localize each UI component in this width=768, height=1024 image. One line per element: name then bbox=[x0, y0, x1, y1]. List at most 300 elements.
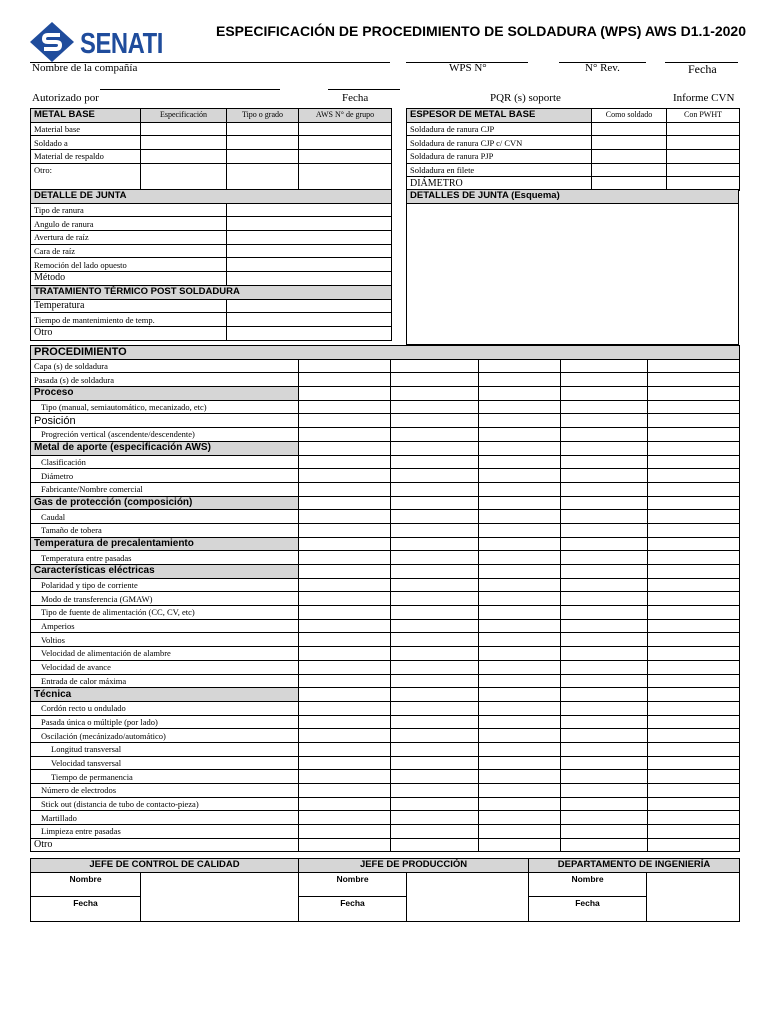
procedure-input-cell[interactable] bbox=[391, 551, 479, 565]
procedure-input-cell[interactable] bbox=[391, 688, 479, 702]
joint-row-label: Angulo de ranura bbox=[31, 217, 227, 231]
procedure-input-cell[interactable] bbox=[479, 784, 561, 798]
input-cell[interactable] bbox=[227, 217, 392, 231]
input-cell[interactable] bbox=[141, 136, 227, 150]
procedure-input-cell[interactable] bbox=[479, 592, 561, 606]
sig-engineering-header: DEPARTAMENTO DE INGENIERÍA bbox=[529, 859, 740, 873]
procedure-input-cell[interactable] bbox=[299, 715, 391, 729]
procedure-input-cell[interactable] bbox=[561, 701, 648, 715]
thickness-col-welded: Como soldado bbox=[592, 109, 667, 123]
procedure-row-label: Tipo de fuente de alimentación (CC, CV, etc) bbox=[31, 606, 299, 620]
input-cell[interactable] bbox=[227, 203, 392, 217]
procedure-input-cell[interactable] bbox=[648, 660, 740, 674]
input-cell[interactable] bbox=[227, 244, 392, 258]
procedure-input-cell[interactable] bbox=[479, 578, 561, 592]
sig-production-header: JEFE DE PRODUCCIÓN bbox=[299, 859, 529, 873]
logo-text: SENATI bbox=[80, 28, 163, 60]
input-cell[interactable] bbox=[227, 231, 392, 245]
procedure-input-cell[interactable] bbox=[561, 441, 648, 455]
procedure-input-cell[interactable] bbox=[561, 523, 648, 537]
procedure-input-cell[interactable] bbox=[391, 387, 479, 401]
sig-quality-date-label: Fecha bbox=[31, 896, 141, 921]
procedure-input-cell[interactable] bbox=[561, 565, 648, 579]
procedure-row-label: Pasada única o múltiple (por lado) bbox=[31, 715, 299, 729]
input-cell[interactable] bbox=[299, 150, 392, 164]
input-cell[interactable] bbox=[592, 150, 667, 164]
procedure-input-cell[interactable] bbox=[391, 838, 479, 852]
procedure-input-cell[interactable] bbox=[479, 701, 561, 715]
input-cell[interactable] bbox=[592, 163, 667, 177]
procedure-input-cell[interactable] bbox=[391, 565, 479, 579]
procedure-input-cell[interactable] bbox=[648, 688, 740, 702]
procedure-row-label: Temperatura entre pasadas bbox=[31, 551, 299, 565]
procedure-row-label: Tamaño de tobera bbox=[31, 523, 299, 537]
procedure-input-cell[interactable] bbox=[391, 441, 479, 455]
procedure-input-cell[interactable] bbox=[391, 674, 479, 688]
procedure-input-cell[interactable] bbox=[479, 647, 561, 661]
procedure-input-cell[interactable] bbox=[648, 455, 740, 469]
base-metal-col-type: Tipo o grado bbox=[227, 109, 299, 123]
procedure-table bbox=[30, 345, 740, 852]
procedure-input-cell[interactable] bbox=[479, 742, 561, 756]
procedure-input-cell[interactable] bbox=[648, 838, 740, 852]
procedure-title: PROCEDIMIENTO bbox=[31, 346, 740, 360]
procedure-input-cell[interactable] bbox=[391, 428, 479, 442]
procedure-input-cell[interactable] bbox=[561, 715, 648, 729]
input-cell[interactable] bbox=[227, 313, 392, 327]
procedure-input-cell[interactable] bbox=[561, 770, 648, 784]
input-cell[interactable] bbox=[141, 163, 227, 189]
procedure-input-cell[interactable] bbox=[299, 469, 391, 483]
procedure-input-cell[interactable] bbox=[648, 537, 740, 551]
procedure-input-cell[interactable] bbox=[391, 797, 479, 811]
input-cell[interactable] bbox=[141, 122, 227, 136]
pqr-label: PQR (s) soporte bbox=[490, 92, 561, 104]
procedure-input-cell[interactable] bbox=[479, 619, 561, 633]
procedure-row-label: Voltios bbox=[31, 633, 299, 647]
procedure-input-cell[interactable] bbox=[299, 606, 391, 620]
procedure-input-cell[interactable] bbox=[479, 537, 561, 551]
procedure-row-label: Diámetro bbox=[31, 469, 299, 483]
thickness-row-label: Soldadura de ranura CJP c/ CVN bbox=[407, 136, 592, 150]
pwht-row-label: Otro bbox=[31, 326, 227, 340]
procedure-input-cell[interactable] bbox=[479, 428, 561, 442]
base-metal-row-label: Material de respaldo bbox=[31, 150, 141, 164]
procedure-input-cell[interactable] bbox=[648, 414, 740, 428]
input-cell[interactable] bbox=[227, 258, 392, 272]
procedure-input-cell[interactable] bbox=[391, 756, 479, 770]
procedure-input-cell[interactable] bbox=[479, 633, 561, 647]
procedure-input-cell[interactable] bbox=[648, 742, 740, 756]
procedure-input-cell[interactable] bbox=[648, 551, 740, 565]
procedure-input-cell[interactable] bbox=[561, 428, 648, 442]
base-metal-col-aws: AWS N° de grupo bbox=[299, 109, 392, 123]
thickness-row-label: Soldadura de ranura CJP bbox=[407, 122, 592, 136]
thickness-table bbox=[406, 108, 740, 191]
procedure-input-cell[interactable] bbox=[561, 688, 648, 702]
procedure-section-header: Gas de protección (composición) bbox=[31, 496, 299, 510]
input-cell[interactable] bbox=[227, 326, 392, 340]
input-cell[interactable] bbox=[667, 150, 740, 164]
procedure-input-cell[interactable] bbox=[299, 756, 391, 770]
procedure-input-cell[interactable] bbox=[391, 592, 479, 606]
input-cell[interactable] bbox=[227, 299, 392, 313]
procedure-input-cell[interactable] bbox=[648, 811, 740, 825]
sig-quality-header: JEFE DE CONTROL DE CALIDAD bbox=[31, 859, 299, 873]
procedure-input-cell[interactable] bbox=[299, 551, 391, 565]
procedure-input-cell[interactable] bbox=[479, 565, 561, 579]
procedure-input-cell[interactable] bbox=[561, 400, 648, 414]
procedure-input-cell[interactable] bbox=[391, 770, 479, 784]
procedure-input-cell[interactable] bbox=[479, 510, 561, 524]
procedure-input-cell[interactable] bbox=[391, 523, 479, 537]
procedure-input-cell[interactable] bbox=[648, 633, 740, 647]
procedure-input-cell[interactable] bbox=[648, 729, 740, 743]
procedure-input-cell[interactable] bbox=[299, 400, 391, 414]
procedure-input-cell[interactable] bbox=[299, 455, 391, 469]
procedure-input-cell[interactable] bbox=[561, 373, 648, 387]
procedure-input-cell[interactable] bbox=[299, 619, 391, 633]
procedure-input-cell[interactable] bbox=[648, 674, 740, 688]
sig-engineering-date-label: Fecha bbox=[529, 896, 647, 921]
procedure-input-cell[interactable] bbox=[648, 756, 740, 770]
procedure-input-cell[interactable] bbox=[561, 387, 648, 401]
procedure-input-cell[interactable] bbox=[648, 400, 740, 414]
procedure-input-cell[interactable] bbox=[391, 414, 479, 428]
procedure-input-cell[interactable] bbox=[299, 414, 391, 428]
procedure-input-cell[interactable] bbox=[391, 482, 479, 496]
input-cell[interactable] bbox=[299, 163, 392, 189]
procedure-row-label: Número de electrodos bbox=[31, 784, 299, 798]
procedure-input-cell[interactable] bbox=[391, 825, 479, 839]
page-title: ESPECIFICACIÓN DE PROCEDIMIENTO DE SOLDADURA (WPS) AWS D1.1-2020 bbox=[216, 23, 746, 39]
procedure-input-cell[interactable] bbox=[648, 359, 740, 373]
procedure-row-label: Velocidad tansversal bbox=[31, 756, 299, 770]
procedure-input-cell[interactable] bbox=[561, 551, 648, 565]
procedure-input-cell[interactable] bbox=[648, 715, 740, 729]
procedure-input-cell[interactable] bbox=[561, 359, 648, 373]
procedure-input-cell[interactable] bbox=[391, 742, 479, 756]
procedure-input-cell[interactable] bbox=[648, 606, 740, 620]
procedure-input-cell[interactable] bbox=[561, 537, 648, 551]
procedure-input-cell[interactable] bbox=[391, 359, 479, 373]
procedure-input-cell[interactable] bbox=[561, 811, 648, 825]
procedure-input-cell[interactable] bbox=[479, 523, 561, 537]
procedure-input-cell[interactable] bbox=[479, 688, 561, 702]
procedure-input-cell[interactable] bbox=[561, 578, 648, 592]
joint-detail-table bbox=[30, 189, 392, 341]
input-cell[interactable] bbox=[227, 136, 299, 150]
procedure-input-cell[interactable] bbox=[561, 838, 648, 852]
thickness-title: ESPESOR DE METAL BASE bbox=[407, 109, 592, 123]
procedure-input-cell[interactable] bbox=[479, 373, 561, 387]
procedure-input-cell[interactable] bbox=[479, 414, 561, 428]
procedure-row-label: Tiempo de permanencia bbox=[31, 770, 299, 784]
sig-production-signature[interactable] bbox=[407, 872, 529, 921]
procedure-input-cell[interactable] bbox=[479, 359, 561, 373]
procedure-row-label: Martillado bbox=[31, 811, 299, 825]
procedure-input-cell[interactable] bbox=[299, 428, 391, 442]
joint-row-label: Método bbox=[31, 272, 227, 286]
procedure-row-label: Velocidad de alimentación de alambre bbox=[31, 647, 299, 661]
procedure-input-cell[interactable] bbox=[561, 455, 648, 469]
procedure-row-label: Pasada (s) de soldadura bbox=[31, 373, 299, 387]
procedure-section-header: Técnica bbox=[31, 688, 299, 702]
procedure-input-cell[interactable] bbox=[391, 496, 479, 510]
procedure-row-label: Velocidad de avance bbox=[31, 660, 299, 674]
procedure-input-cell[interactable] bbox=[299, 565, 391, 579]
procedure-input-cell[interactable] bbox=[299, 496, 391, 510]
procedure-row-label: Entrada de calor máxima bbox=[31, 674, 299, 688]
procedure-input-cell[interactable] bbox=[299, 797, 391, 811]
joint-row-label: Cara de raíz bbox=[31, 244, 227, 258]
procedure-input-cell[interactable] bbox=[561, 742, 648, 756]
header-line-auth bbox=[100, 89, 280, 90]
procedure-input-cell[interactable] bbox=[391, 606, 479, 620]
procedure-input-cell[interactable] bbox=[391, 784, 479, 798]
date2-label: Fecha bbox=[342, 92, 369, 104]
procedure-row-label: Stick out (distancia de tubo de contacto-pieza) bbox=[31, 797, 299, 811]
base-metal-row-label: Otro: bbox=[31, 163, 141, 189]
procedure-input-cell[interactable] bbox=[561, 619, 648, 633]
procedure-input-cell[interactable] bbox=[561, 825, 648, 839]
procedure-input-cell[interactable] bbox=[299, 701, 391, 715]
procedure-input-cell[interactable] bbox=[648, 825, 740, 839]
procedure-input-cell[interactable] bbox=[299, 660, 391, 674]
procedure-input-cell[interactable] bbox=[479, 387, 561, 401]
header-line-date2 bbox=[328, 89, 400, 90]
procedure-input-cell[interactable] bbox=[479, 551, 561, 565]
procedure-input-cell[interactable] bbox=[391, 469, 479, 483]
procedure-input-cell[interactable] bbox=[479, 606, 561, 620]
procedure-input-cell[interactable] bbox=[479, 756, 561, 770]
sig-engineering-name-label: Nombre bbox=[529, 872, 647, 896]
procedure-input-cell[interactable] bbox=[648, 701, 740, 715]
sig-engineering-signature[interactable] bbox=[647, 872, 740, 921]
procedure-input-cell[interactable] bbox=[391, 455, 479, 469]
joint-detail-title: DETALLE DE JUNTA bbox=[31, 190, 392, 204]
procedure-input-cell[interactable] bbox=[479, 811, 561, 825]
procedure-row-label: Progreción vertical (ascendente/descendente) bbox=[31, 428, 299, 442]
procedure-input-cell[interactable] bbox=[648, 482, 740, 496]
procedure-input-cell[interactable] bbox=[479, 660, 561, 674]
procedure-row-label: Amperios bbox=[31, 619, 299, 633]
input-cell[interactable] bbox=[667, 122, 740, 136]
procedure-input-cell[interactable] bbox=[479, 838, 561, 852]
procedure-input-cell[interactable] bbox=[561, 414, 648, 428]
procedure-row-label: Capa (s) de soldadura bbox=[31, 359, 299, 373]
procedure-input-cell[interactable] bbox=[391, 660, 479, 674]
procedure-input-cell[interactable] bbox=[299, 674, 391, 688]
procedure-input-cell[interactable] bbox=[391, 715, 479, 729]
procedure-input-cell[interactable] bbox=[561, 756, 648, 770]
date1-label: Fecha bbox=[688, 62, 717, 76]
procedure-input-cell[interactable] bbox=[648, 770, 740, 784]
procedure-input-cell[interactable] bbox=[391, 729, 479, 743]
procedure-input-cell[interactable] bbox=[648, 578, 740, 592]
procedure-input-cell[interactable] bbox=[299, 482, 391, 496]
procedure-input-cell[interactable] bbox=[479, 482, 561, 496]
thickness-col-pwht: Con PWHT bbox=[667, 109, 740, 123]
input-cell[interactable] bbox=[299, 136, 392, 150]
base-metal-table bbox=[30, 108, 392, 190]
procedure-section-header: Metal de aporte (especificación AWS) bbox=[31, 441, 299, 455]
procedure-input-cell[interactable] bbox=[561, 729, 648, 743]
rev-no-label: N° Rev. bbox=[585, 62, 620, 74]
input-cell[interactable] bbox=[592, 136, 667, 150]
procedure-input-cell[interactable] bbox=[648, 469, 740, 483]
procedure-row-label: Modo de transferencia (GMAW) bbox=[31, 592, 299, 606]
signature-table bbox=[30, 858, 740, 922]
sig-production-date-label: Fecha bbox=[299, 896, 407, 921]
procedure-input-cell[interactable] bbox=[561, 797, 648, 811]
procedure-input-cell[interactable] bbox=[391, 537, 479, 551]
procedure-input-cell[interactable] bbox=[479, 729, 561, 743]
procedure-input-cell[interactable] bbox=[648, 496, 740, 510]
procedure-input-cell[interactable] bbox=[391, 701, 479, 715]
procedure-input-cell[interactable] bbox=[299, 647, 391, 661]
base-metal-row-label: Material base bbox=[31, 122, 141, 136]
procedure-input-cell[interactable] bbox=[479, 441, 561, 455]
procedure-input-cell[interactable] bbox=[299, 742, 391, 756]
procedure-input-cell[interactable] bbox=[648, 523, 740, 537]
procedure-row-label: Otro bbox=[31, 838, 299, 852]
procedure-input-cell[interactable] bbox=[561, 784, 648, 798]
procedure-input-cell[interactable] bbox=[299, 359, 391, 373]
procedure-input-cell[interactable] bbox=[561, 647, 648, 661]
procedure-row-label: Caudal bbox=[31, 510, 299, 524]
sig-production-name-label: Nombre bbox=[299, 872, 407, 896]
procedure-input-cell[interactable] bbox=[391, 578, 479, 592]
procedure-input-cell[interactable] bbox=[561, 482, 648, 496]
procedure-input-cell[interactable] bbox=[561, 606, 648, 620]
procedure-input-cell[interactable] bbox=[299, 387, 391, 401]
procedure-input-cell[interactable] bbox=[648, 428, 740, 442]
procedure-row-label: Cordón recto u ondulado bbox=[31, 701, 299, 715]
joint-row-label: Remoción del lado opuesto bbox=[31, 258, 227, 272]
procedure-section-header: Características eléctricas bbox=[31, 565, 299, 579]
procedure-input-cell[interactable] bbox=[299, 688, 391, 702]
base-metal-col-spec: Especificación bbox=[141, 109, 227, 123]
wps-no-label: WPS N° bbox=[449, 62, 487, 74]
procedure-input-cell[interactable] bbox=[561, 510, 648, 524]
procedure-input-cell[interactable] bbox=[648, 510, 740, 524]
procedure-input-cell[interactable] bbox=[299, 441, 391, 455]
procedure-input-cell[interactable] bbox=[391, 633, 479, 647]
procedure-input-cell[interactable] bbox=[299, 373, 391, 387]
procedure-input-cell[interactable] bbox=[479, 455, 561, 469]
pwht-title: TRATAMIENTO TÉRMICO POST SOLDADURA bbox=[31, 285, 392, 299]
input-cell[interactable] bbox=[667, 163, 740, 177]
input-cell[interactable] bbox=[227, 150, 299, 164]
procedure-input-cell[interactable] bbox=[479, 715, 561, 729]
procedure-input-cell[interactable] bbox=[299, 838, 391, 852]
procedure-row-label: Fabricante/Nombre comercial bbox=[31, 482, 299, 496]
procedure-input-cell[interactable] bbox=[648, 565, 740, 579]
procedure-input-cell[interactable] bbox=[648, 619, 740, 633]
authorized-by-label: Autorizado por bbox=[32, 92, 99, 104]
procedure-input-cell[interactable] bbox=[648, 387, 740, 401]
procedure-input-cell[interactable] bbox=[479, 400, 561, 414]
input-cell[interactable] bbox=[299, 122, 392, 136]
procedure-input-cell[interactable] bbox=[561, 469, 648, 483]
procedure-section-header: Temperatura de precalentamiento bbox=[31, 537, 299, 551]
procedure-input-cell[interactable] bbox=[299, 578, 391, 592]
procedure-input-cell[interactable] bbox=[299, 633, 391, 647]
procedure-input-cell[interactable] bbox=[391, 373, 479, 387]
joint-sketch-area[interactable] bbox=[407, 203, 739, 344]
input-cell[interactable] bbox=[227, 122, 299, 136]
procedure-input-cell[interactable] bbox=[648, 441, 740, 455]
procedure-input-cell[interactable] bbox=[561, 674, 648, 688]
procedure-input-cell[interactable] bbox=[648, 784, 740, 798]
procedure-subheader: Posición bbox=[31, 414, 299, 428]
procedure-input-cell[interactable] bbox=[479, 825, 561, 839]
sig-quality-name-label: Nombre bbox=[31, 872, 141, 896]
procedure-row-label: Clasificación bbox=[31, 455, 299, 469]
procedure-input-cell[interactable] bbox=[561, 496, 648, 510]
procedure-input-cell[interactable] bbox=[299, 592, 391, 606]
base-metal-title: METAL BASE bbox=[31, 109, 141, 123]
procedure-input-cell[interactable] bbox=[479, 797, 561, 811]
procedure-input-cell[interactable] bbox=[391, 400, 479, 414]
joint-row-label: Avertura de raíz bbox=[31, 231, 227, 245]
input-cell[interactable] bbox=[227, 163, 299, 189]
procedure-input-cell[interactable] bbox=[391, 510, 479, 524]
procedure-input-cell[interactable] bbox=[648, 592, 740, 606]
procedure-input-cell[interactable] bbox=[299, 770, 391, 784]
procedure-input-cell[interactable] bbox=[299, 811, 391, 825]
procedure-input-cell[interactable] bbox=[479, 496, 561, 510]
procedure-row-label: Limpieza entre pasadas bbox=[31, 825, 299, 839]
procedure-row-label: Longitud transversal bbox=[31, 742, 299, 756]
procedure-input-cell[interactable] bbox=[299, 537, 391, 551]
sig-quality-signature[interactable] bbox=[141, 872, 299, 921]
procedure-input-cell[interactable] bbox=[479, 469, 561, 483]
cvn-report-label: Informe CVN bbox=[673, 92, 735, 104]
pwht-row-label: Temperatura bbox=[31, 299, 227, 313]
thickness-row-label: Soldadura en filete bbox=[407, 163, 592, 177]
input-cell[interactable] bbox=[227, 272, 392, 286]
procedure-input-cell[interactable] bbox=[299, 784, 391, 798]
procedure-input-cell[interactable] bbox=[391, 647, 479, 661]
joint-row-label: Tipo de ranura bbox=[31, 203, 227, 217]
procedure-input-cell[interactable] bbox=[299, 729, 391, 743]
procedure-input-cell[interactable] bbox=[299, 825, 391, 839]
procedure-input-cell[interactable] bbox=[299, 510, 391, 524]
input-cell[interactable] bbox=[141, 150, 227, 164]
procedure-input-cell[interactable] bbox=[561, 592, 648, 606]
procedure-input-cell[interactable] bbox=[391, 811, 479, 825]
procedure-row-label: Polaridad y tipo de corriente bbox=[31, 578, 299, 592]
procedure-input-cell[interactable] bbox=[561, 660, 648, 674]
thickness-row-label: DIÁMETRO bbox=[407, 177, 592, 191]
procedure-input-cell[interactable] bbox=[648, 647, 740, 661]
procedure-section-header: Proceso bbox=[31, 387, 299, 401]
procedure-input-cell[interactable] bbox=[648, 797, 740, 811]
pwht-row-label: Tiempo de mantenimiento de temp. bbox=[31, 313, 227, 327]
procedure-input-cell[interactable] bbox=[391, 619, 479, 633]
procedure-input-cell[interactable] bbox=[648, 373, 740, 387]
procedure-input-cell[interactable] bbox=[299, 523, 391, 537]
input-cell[interactable] bbox=[592, 122, 667, 136]
joint-sketch-box bbox=[406, 189, 739, 345]
company-name-label: Nombre de la compañía bbox=[32, 62, 138, 74]
procedure-input-cell[interactable] bbox=[561, 633, 648, 647]
procedure-input-cell[interactable] bbox=[479, 770, 561, 784]
procedure-input-cell[interactable] bbox=[479, 674, 561, 688]
input-cell[interactable] bbox=[667, 136, 740, 150]
